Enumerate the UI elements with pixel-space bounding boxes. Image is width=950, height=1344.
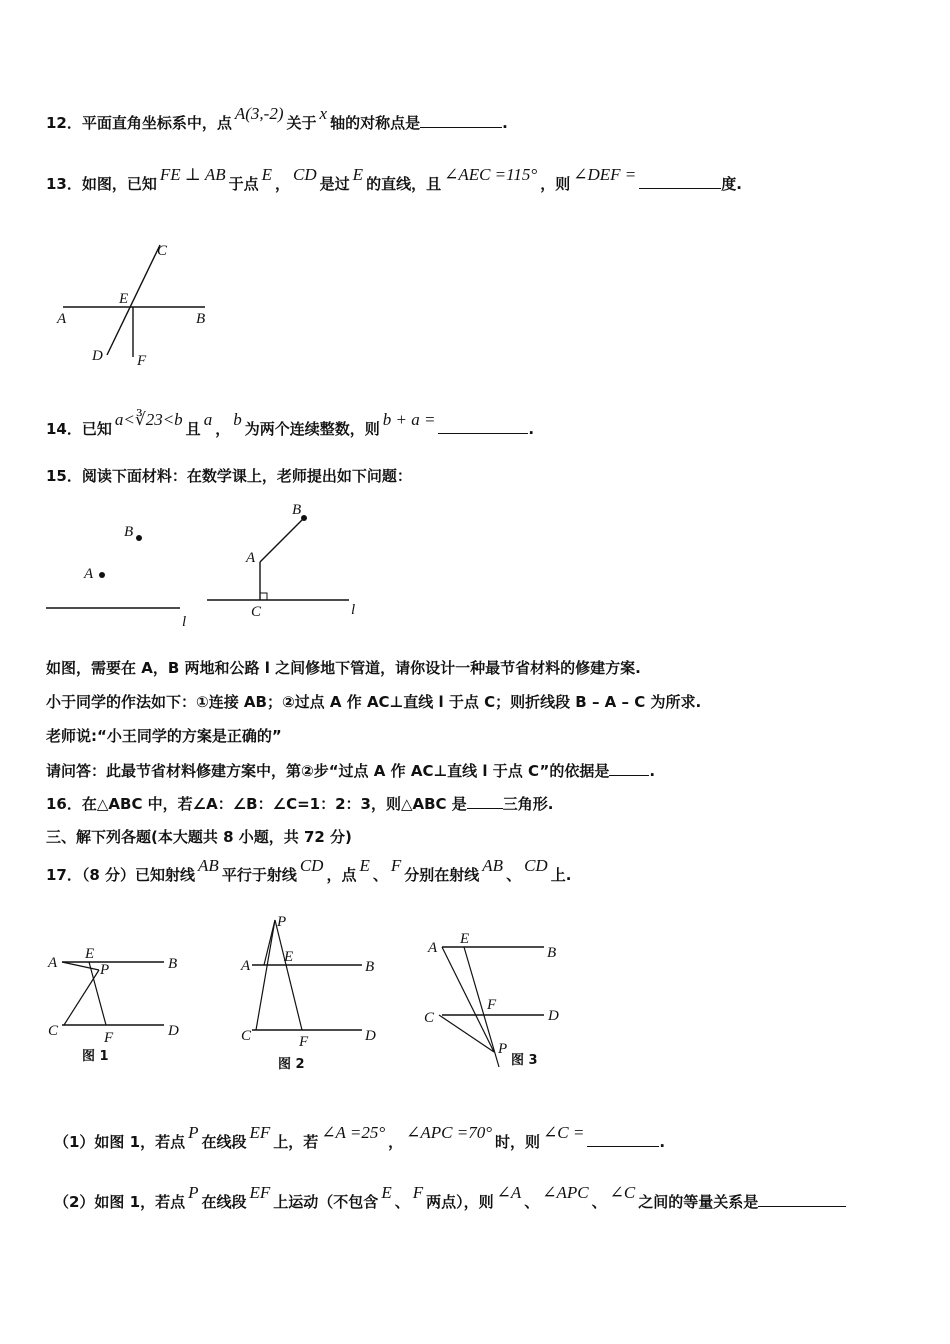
q15-line-2: 小于同学的作法如下：①连接 AB；②过点 A 作 AC⊥直线 l 于点 C；则折线段 B – A – C 为所求. xyxy=(46,693,702,711)
label-b: B xyxy=(168,956,178,972)
label-b: B xyxy=(292,502,302,518)
point-b xyxy=(301,515,307,521)
math-x: x xyxy=(319,104,328,123)
label-f: F xyxy=(299,1034,309,1050)
label-c: C xyxy=(251,604,262,620)
label-c: C xyxy=(157,243,168,259)
label-f: F xyxy=(104,1030,114,1046)
q-number: 16． xyxy=(46,795,82,813)
q15-line-4: 请问答：此最节省材料修建方案中，第②步“过点 A 作 AC⊥直线 l 于点 C”的依据是 . xyxy=(46,762,656,780)
question-15: 15．阅读下面材料：在数学课上，老师提出如下问题： xyxy=(46,467,412,485)
answer-blank[interactable] xyxy=(420,113,502,128)
right-angle-mark xyxy=(260,593,267,600)
figure-15 xyxy=(44,500,374,630)
q-number: 15． xyxy=(46,467,82,485)
section-heading: 三、解下列各题(本大题共 8 小题，共 72 分) xyxy=(46,828,352,846)
point-b xyxy=(136,535,142,541)
label-a: A xyxy=(246,550,256,566)
question-17-part-1: （1）如图 1，若点 P 在线段 EF 上，若 ∠A =25° ， ∠APC =70° 时，则 ∠C = . xyxy=(54,1123,666,1151)
question-14: 14．已知 a<∛23<b 且 a ， b 为两个连续整数，则 b + a = . xyxy=(46,410,535,438)
label-a: A xyxy=(428,940,438,956)
question-12: 12．平面直角坐标系中，点 A(3,‑2) 关于 x 轴的对称点是 . xyxy=(46,104,508,132)
label-c: C xyxy=(241,1028,252,1044)
label-b: B xyxy=(365,959,375,975)
q15-line-1: 如图，需要在 A，B 两地和公路 l 之间修地下管道，请你设计一种最节省材料的修建方案. xyxy=(46,659,641,677)
label-l: l xyxy=(351,602,356,618)
label-e: E xyxy=(284,949,294,965)
label-c: C xyxy=(424,1010,435,1026)
figure-17-3 xyxy=(424,931,559,1068)
question-13: 13．如图，已知 FE ⊥ AB 于点 E ， CD 是过 E 的直线，且 ∠AEC =115° ，则 ∠DEF = 度. xyxy=(46,165,742,193)
caption-fig-1: 图 1 xyxy=(82,1049,109,1064)
label-e: E xyxy=(119,291,129,307)
point-a xyxy=(99,572,105,578)
q-number: 13． xyxy=(46,175,82,193)
label-a: A xyxy=(57,311,67,327)
label-l: l xyxy=(182,614,187,630)
question-17-part-2: （2）如图 1，若点 P 在线段 EF 上运动（不包含 E 、 F 两点），则 ∠A 、 ∠APC 、 ∠C 之间的等量关系是 xyxy=(54,1191,846,1212)
math-point-a: A(3,‑2) xyxy=(234,104,284,123)
q-number: 12． xyxy=(46,114,82,132)
answer-blank[interactable] xyxy=(609,761,649,776)
label-a: A xyxy=(241,958,251,974)
label-b: B xyxy=(196,311,206,327)
label-p: P xyxy=(100,962,110,978)
figure-15-right xyxy=(207,502,355,620)
caption-fig-2: 图 2 xyxy=(278,1057,305,1072)
label-a: A xyxy=(84,566,94,582)
answer-blank[interactable] xyxy=(467,794,503,809)
q-number: 17． xyxy=(46,866,82,884)
label-b: B xyxy=(124,524,134,540)
label-b: B xyxy=(547,945,557,961)
label-e: E xyxy=(460,931,470,947)
answer-blank[interactable] xyxy=(639,174,721,189)
figure-17-2 xyxy=(240,914,376,1072)
label-d: D xyxy=(168,1023,179,1039)
label-c: C xyxy=(48,1023,59,1039)
answer-blank[interactable] xyxy=(758,1192,846,1207)
label-p: P xyxy=(277,914,287,930)
segment-ab xyxy=(260,518,304,562)
answer-blank[interactable] xyxy=(587,1132,659,1147)
q15-line-3: 老师说:“小王同学的方案是正确的” xyxy=(46,727,282,745)
question-17: 17．（8 分）已知射线 AB 平行于射线 CD ，点 E 、 F 分别在射线 AB 、 CD 上. xyxy=(46,856,572,884)
label-d: D xyxy=(548,1008,559,1024)
label-f: F xyxy=(487,997,497,1013)
figure-17 xyxy=(44,912,584,1082)
label-p: P xyxy=(498,1041,508,1057)
caption-fig-3: 图 3 xyxy=(511,1053,538,1068)
answer-blank[interactable] xyxy=(438,419,528,434)
label-d: D xyxy=(365,1028,376,1044)
label-f: F xyxy=(137,353,147,369)
q-number: 14． xyxy=(46,420,82,438)
figure-15-left xyxy=(46,524,186,630)
figure-17-1 xyxy=(47,946,179,1064)
label-e: E xyxy=(85,946,95,962)
question-16: 16．在△ABC 中，若∠A：∠B：∠C=1：2：3，则△ABC 是 三角形. xyxy=(46,795,554,813)
figure-13 xyxy=(55,235,225,375)
label-d: D xyxy=(92,348,103,364)
label-a: A xyxy=(48,955,58,971)
